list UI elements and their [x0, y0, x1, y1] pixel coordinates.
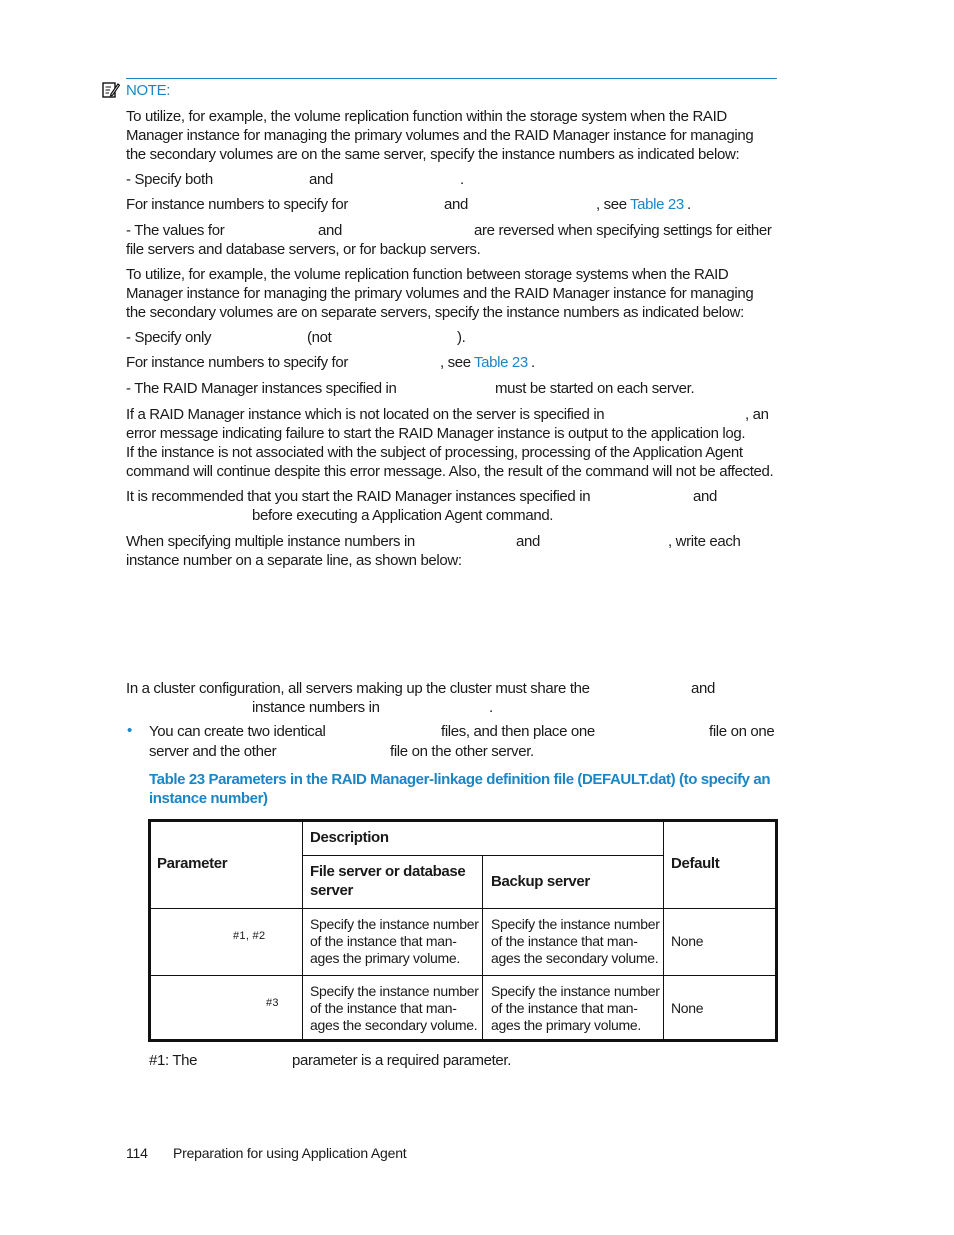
row1-default: None	[671, 933, 704, 949]
for-instance-1-d: .	[687, 196, 691, 213]
values-for-line2: file servers and database servers, or for backup servers.	[126, 241, 481, 258]
values-for-c: are reversed when specifying settings for either	[474, 222, 772, 239]
row1-file-server-line-2: of the instance that man-	[310, 933, 457, 949]
values-for-a: - The values for	[126, 222, 225, 239]
multiple-c: , write each	[668, 533, 741, 550]
if-raid-line-2: error message indicating failure to start the RAID Manager instance is output to the application log.	[126, 425, 746, 442]
note-line-2: Manager instance for managing the primary volumes and the RAID Manager instance for managing	[126, 127, 754, 144]
if-raid-line-4: command will continue despite this error message. Also, the result of the command will not be affected.	[126, 463, 774, 480]
table-23-link-2[interactable]: Table 23	[474, 354, 528, 371]
row2-backup-line-3: ages the primary volume.	[491, 1017, 641, 1033]
bullet-b: files, and then place one	[441, 723, 595, 740]
raid-specified-a: - The RAID Manager instances specified in	[126, 380, 397, 397]
if-raid-b: , an	[745, 406, 769, 423]
cluster-a: In a cluster configuration, all servers making up the cluster must share the	[126, 680, 590, 697]
note-top-rule	[126, 78, 777, 79]
note-line-1: To utilize, for example, the volume replication function within the storage system when the RAID	[126, 108, 727, 125]
row2-file-server-line-2: of the instance that man-	[310, 1000, 457, 1016]
header-backup-server: Backup server	[491, 873, 590, 890]
for-instance-2-a: For instance numbers to specify for	[126, 354, 349, 371]
specify-only-c: ).	[457, 329, 466, 346]
note-pencil-icon	[102, 81, 120, 99]
header-default: Default	[671, 855, 720, 872]
bullet-dot: •	[127, 722, 133, 739]
multiple-a: When specifying multiple instance numbers in	[126, 533, 415, 550]
recommended-b: and	[693, 488, 717, 505]
bullet-a: You can create two identical	[149, 723, 326, 740]
specify-both-c: .	[460, 171, 464, 188]
bullet-line2b: file on the other server.	[390, 743, 534, 760]
row1-backup-line-1: Specify the instance number	[491, 916, 660, 932]
table-col-divider-3	[663, 822, 664, 1039]
row2-backup-line-2: of the instance that man-	[491, 1000, 638, 1016]
row2-default: None	[671, 1000, 704, 1016]
specify-only-a: - Specify only	[126, 329, 212, 346]
row2-file-server-line-3: ages the secondary volume.	[310, 1017, 478, 1033]
multiple-line2: instance number on a separate line, as shown below:	[126, 552, 462, 569]
table-23-link-1[interactable]: Table 23	[630, 196, 684, 213]
table-caption-line-2: instance number)	[149, 790, 268, 807]
row2-backup-line-1: Specify the instance number	[491, 983, 660, 999]
row1-file-server-line-3: ages the primary volume.	[310, 950, 460, 966]
bullet-line2a: server and the other	[149, 743, 277, 760]
specify-both-b: and	[309, 171, 333, 188]
for-instance-2-b: , see	[440, 354, 471, 371]
specify-both-a: - Specify both	[126, 171, 213, 188]
multiple-b: and	[516, 533, 540, 550]
row1-file-server-line-1: Specify the instance number	[310, 916, 479, 932]
row2-file-server-line-1: Specify the instance number	[310, 983, 479, 999]
table-col-divider-2	[482, 855, 483, 1039]
cluster-line2b: .	[489, 699, 493, 716]
note-line-3: the secondary volumes are on the same server, specify the instance numbers as indicated below:	[126, 146, 740, 163]
row1-backup-line-3: ages the secondary volume.	[491, 950, 659, 966]
table-caption-line-1: Table 23 Parameters in the RAID Manager-linkage definition file (DEFAULT.dat) (to specify an	[149, 771, 771, 788]
cluster-b: and	[691, 680, 715, 697]
table-row-divider	[151, 975, 775, 976]
footnote-a: #1: The	[149, 1052, 198, 1069]
bullet-c: file on one	[709, 723, 775, 740]
row1-param-note: #1, #2	[233, 930, 266, 942]
table-header-bottom-line	[151, 908, 775, 909]
page-number: 114	[126, 1145, 148, 1161]
specify-only-b: (not	[307, 329, 332, 346]
utilize-2-line-3: the secondary volumes are on separate servers, specify the instance numbers as indicated below:	[126, 304, 744, 321]
raid-specified-b: must be started on each server.	[495, 380, 695, 397]
cluster-line2a: instance numbers in	[252, 699, 380, 716]
header-parameter: Parameter	[157, 855, 228, 872]
note-label: NOTE:	[126, 82, 171, 99]
for-instance-1-a: For instance numbers to specify for	[126, 196, 349, 213]
recommended-line2: before executing a Application Agent command.	[252, 507, 554, 524]
utilize-2-line-1: To utilize, for example, the volume replication function between storage systems when the RAID	[126, 266, 729, 283]
recommended-a: It is recommended that you start the RAID Manager instances specified in	[126, 488, 591, 505]
footer-section-title: Preparation for using Application Agent	[173, 1145, 407, 1161]
header-file-server-2: server	[310, 882, 353, 899]
footnote-b: parameter is a required parameter.	[292, 1052, 512, 1069]
header-description: Description	[310, 829, 389, 846]
if-raid-a: If a RAID Manager instance which is not located on the server is specified in	[126, 406, 605, 423]
values-for-b: and	[318, 222, 342, 239]
parameters-table	[148, 819, 778, 1042]
header-file-server-1: File server or database	[310, 863, 466, 880]
for-instance-1-b: and	[444, 196, 468, 213]
for-instance-1-c: , see	[596, 196, 627, 213]
row1-backup-line-2: of the instance that man-	[491, 933, 638, 949]
for-instance-2-c: .	[531, 354, 535, 371]
table-subheader-line	[302, 855, 663, 856]
if-raid-line-3: If the instance is not associated with the subject of processing, processing of the Application Agent	[126, 444, 743, 461]
row2-param-note: #3	[266, 997, 279, 1009]
utilize-2-line-2: Manager instance for managing the primary volumes and the RAID Manager instance for managing	[126, 285, 754, 302]
